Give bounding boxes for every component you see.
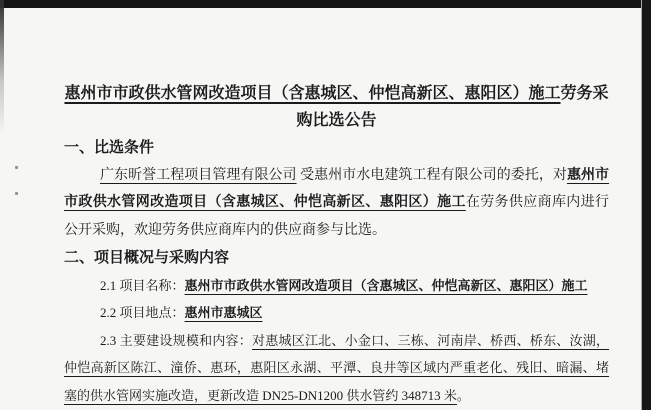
item-value: 惠州市惠城区	[184, 305, 263, 320]
document-page	[4, 8, 641, 410]
item-label: 2.3 主要建设规模和内容：	[100, 332, 253, 348]
project-items	[64, 272, 609, 410]
item-label: 2.1 项目名称：	[100, 277, 185, 293]
project-item	[64, 327, 609, 410]
scan-border-top	[0, 0, 651, 8]
bid-conditions-paragraph	[64, 162, 609, 245]
text-segment: 惠州市市政供水管网改造项目（含惠城区、仲恺高新区、惠阳区）施工	[64, 167, 610, 210]
scan-border-right	[641, 0, 651, 410]
document-content	[64, 80, 609, 409]
project-item	[64, 299, 609, 327]
project-item	[64, 272, 609, 300]
item-suffix: 。	[456, 387, 470, 403]
title-rest-part: 劳务采购比选公告	[296, 85, 609, 129]
section-heading-project-overview: 二、项目概况与采购内容	[64, 249, 230, 266]
document-title	[64, 80, 609, 134]
title-underlined-part: 惠州市市政供水管网改造项目（含惠城区、仲恺高新区、惠阳区）施工	[64, 85, 561, 102]
item-value: 对惠城区江北、小金口、三栋、河南岸、桥西、桥东、汝湖，仲恺高新区陈江、潼侨、惠环，惠阳区永湖、平潭、良井等区域内严重老化、残旧、暗漏、堵塞的供水管网实施改造，更新改造 DN25-DN1200 供水管约 348713 米	[64, 332, 609, 403]
item-value: 惠州市市政供水管网改造项目（含惠城区、仲恺高新区、惠阳区）施工	[184, 277, 588, 293]
item-label: 2.2 项目地点：	[100, 305, 185, 320]
text-segment: 受惠州市水电建筑工程有限公司的委托，对	[296, 167, 567, 183]
text-segment: 广东昕誉工程项目管理有限公司	[100, 167, 297, 183]
section-heading-bid-conditions: 一、比选条件	[64, 139, 155, 156]
text-segment: 在劳务供应商库内进行公开采购，欢迎劳务供应商库内的供应商参与比选。	[64, 195, 610, 238]
